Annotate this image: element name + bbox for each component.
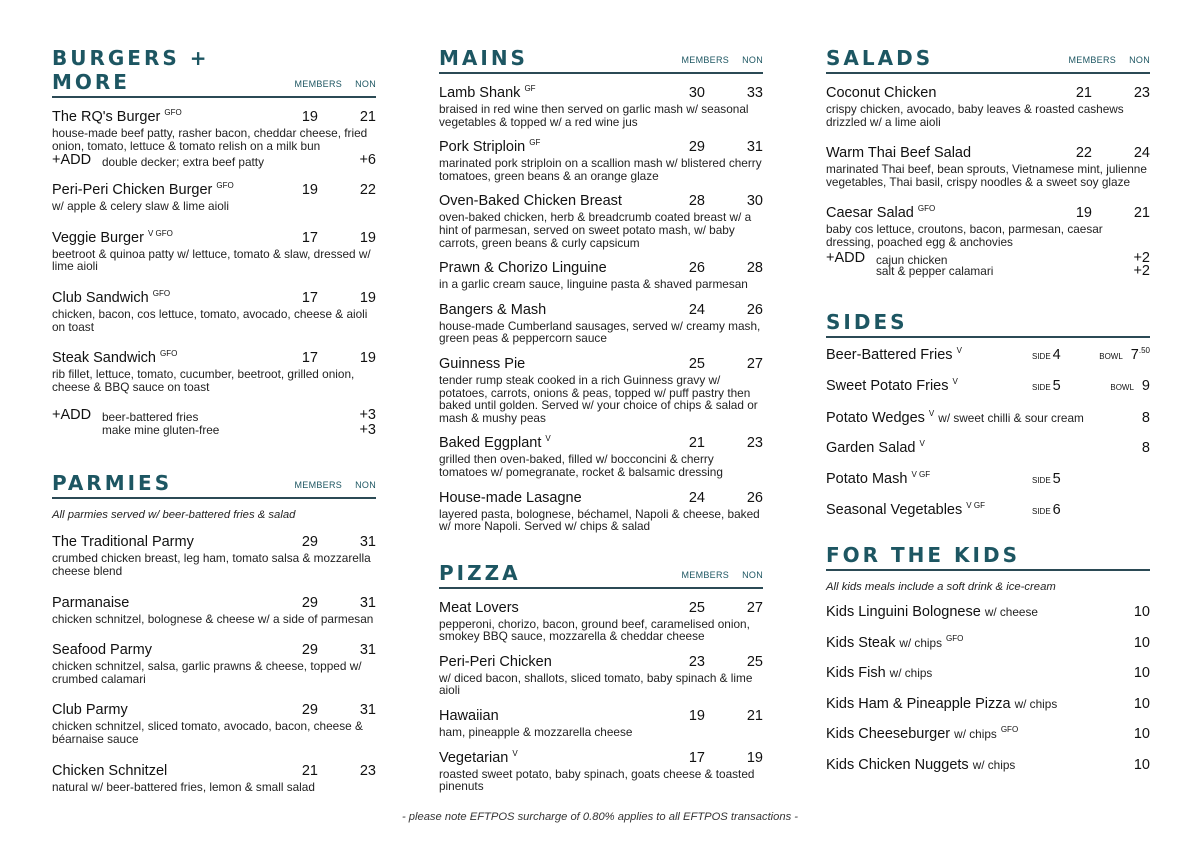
item-name: House-made Lasagne <box>439 489 582 506</box>
menu-item <box>52 290 376 333</box>
item-row <box>826 205 1150 222</box>
side-name: Seasonal Vegetables <box>826 502 963 519</box>
price-members: 19 <box>301 109 318 125</box>
kids-price: 10 <box>1133 695 1150 712</box>
price-non: 31 <box>359 702 376 719</box>
item-name: Prawn & Chorizo Linguine <box>439 260 607 277</box>
section-title: SALADS <box>826 46 934 70</box>
item-name-wrap <box>439 600 679 617</box>
side-name: Garden Salad <box>826 440 916 457</box>
price-members: 23 <box>688 653 705 670</box>
menu-item <box>439 708 763 739</box>
kids-note: w/ chips <box>889 666 933 681</box>
item-name-wrap <box>826 85 1066 102</box>
add-price: +3 <box>359 422 376 439</box>
mains-list <box>439 85 763 533</box>
burgers-header <box>52 46 376 98</box>
menu-item <box>439 356 763 424</box>
side-label: SIDE <box>1032 383 1051 393</box>
section-title: MAINS <box>439 46 528 70</box>
column-middle <box>439 46 763 793</box>
side-price <box>1032 347 1094 365</box>
menu-item <box>439 600 763 643</box>
menu-item <box>52 642 376 685</box>
price-non: 26 <box>746 489 763 506</box>
price-non: 21 <box>746 708 763 725</box>
price-members: 17 <box>301 350 318 367</box>
item-description: braised in red wine then served on garlic mash w/ seasonal vegetables & topped w/ a red wine jus <box>439 102 749 129</box>
menu-item <box>52 109 376 169</box>
menu-item <box>52 534 376 577</box>
menu-item <box>826 85 1150 128</box>
kids-price: 10 <box>1133 756 1150 773</box>
price-non: 19 <box>359 350 376 367</box>
diet-tag: GF <box>529 138 541 148</box>
item-name: Vegetarian <box>439 749 509 766</box>
price-members: 17 <box>688 749 705 766</box>
item-name: Parmanaise <box>52 594 130 611</box>
item-description: crumbed chicken breast, leg ham, tomato salsa & mozzarella cheese blend <box>52 551 371 578</box>
side-name-wrap <box>826 471 1032 488</box>
side-value: 5 <box>1052 470 1061 487</box>
kids-item <box>826 726 1150 743</box>
kids-note: w/ chips <box>972 757 1016 772</box>
price-non: 19 <box>359 289 376 306</box>
item-description: tender rump steak cooked in a rich Guinness gravy w/ potatoes, carrots, onions & peas, topped w/ puff pastry then baked until golden. Served w/ your choice of chips & salad or mash & mushy peas <box>439 372 758 425</box>
kids-note: w/ chips <box>899 635 942 650</box>
price-non: 21 <box>359 109 376 125</box>
price-non: 25 <box>746 653 763 670</box>
item-description: in a garlic cream sauce, linguine pasta & shaved parmesan <box>439 277 748 292</box>
item-name: The RQ's Burger <box>52 109 161 125</box>
kids-name: Kids Linguini Bolognese <box>826 604 981 621</box>
side-label: SIDE <box>1032 351 1051 361</box>
kids-note: w/ chips <box>954 727 997 742</box>
price-members: 26 <box>688 260 705 277</box>
kids-name: Kids Steak <box>826 634 896 651</box>
item-row <box>439 708 763 725</box>
side-value: 5 <box>1052 378 1061 395</box>
add-price: +3 <box>359 407 376 424</box>
diet-tag: V <box>919 439 925 449</box>
menu-item <box>439 750 763 793</box>
menu-item <box>439 193 763 249</box>
menu-item <box>52 763 376 794</box>
item-name: Lamb Shank <box>439 85 521 101</box>
menu-item <box>826 145 1150 188</box>
item-row <box>439 139 763 156</box>
side-name: Sweet Potato Fries <box>826 378 949 395</box>
item-name: Steak Sandwich <box>52 350 156 367</box>
price-members: 29 <box>688 139 705 156</box>
item-row <box>439 260 763 277</box>
item-description: crispy chicken, avocado, baby leaves & roasted cashews drizzled w/ a lime aioli <box>826 102 1124 129</box>
side-item <box>826 440 1150 457</box>
side-price <box>1032 378 1094 396</box>
kids-name-wrap <box>826 726 1110 743</box>
section-title: BURGERS + MORE <box>52 46 210 94</box>
parmies-note: All parmies served w/ beer-battered fries & salad <box>52 509 296 522</box>
add-text: cajun chicken <box>876 252 948 267</box>
kids-note: w/ cheese <box>984 605 1038 620</box>
footer-note: - please note EFTPOS surcharge of 0.80% applies to all EFTPOS transactions - <box>401 811 799 823</box>
item-description: grilled then oven-baked, filled w/ bocconcini & cherry tomatoes w/ pomegranate, rocket & balsamic dressing <box>439 452 723 479</box>
members-label: MEMBERS <box>681 55 730 65</box>
sides-header <box>826 310 1150 338</box>
diet-tag: GFO <box>164 108 182 117</box>
diet-tag: GFO <box>216 181 234 191</box>
add-label: +ADD <box>52 152 92 169</box>
members-label: MEMBERS <box>294 480 343 491</box>
item-row <box>439 435 763 452</box>
parmies-header <box>52 471 376 499</box>
price-members: 24 <box>688 489 705 506</box>
price-non: 33 <box>746 85 763 101</box>
price-non: 23 <box>746 435 763 452</box>
kids-name-wrap <box>826 635 1110 652</box>
item-description: beetroot & quinoa patty w/ lettuce, tomato & slaw, dressed w/ lime aioli <box>52 246 371 274</box>
item-name-wrap <box>439 490 679 507</box>
add-on-group <box>52 409 376 437</box>
item-row <box>439 600 763 617</box>
side-name-wrap <box>826 440 1110 457</box>
price-members: 21 <box>301 762 318 779</box>
side-value: 4 <box>1052 346 1061 363</box>
item-description: layered pasta, bolognese, béchamel, Napoli & cheese, baked w/ more Napoli. Served w/ chips & salad <box>439 506 760 534</box>
price-members: 24 <box>688 301 705 318</box>
price-members: 19 <box>688 708 705 725</box>
item-description: marinated pork striploin on a scallion mash w/ blistered cherry tomatoes, green beans & an orange glaze <box>439 156 762 183</box>
item-description: chicken, bacon, cos lettuce, tomato, avocado, cheese & aioli on toast <box>52 306 368 334</box>
item-row <box>439 193 763 210</box>
bowl-label: BOWL <box>1110 383 1134 393</box>
side-name: Potato Wedges <box>826 409 925 426</box>
price-members: 29 <box>301 642 318 659</box>
price-members: 25 <box>688 599 705 616</box>
item-name: Baked Eggplant <box>439 435 542 452</box>
item-description: oven-baked chicken, herb & breadcrumb coated breast w/ a hint of parmesan, served on sweet potato mash, w/ baby carrots, green beans & curly capsicum <box>439 210 752 250</box>
side-item <box>826 378 1150 396</box>
item-name: Coconut Chicken <box>826 85 937 101</box>
item-name: Warm Thai Beef Salad <box>826 145 972 162</box>
item-name: Caesar Salad <box>826 205 914 222</box>
price-members: 29 <box>301 594 318 611</box>
price-members: 30 <box>688 85 705 101</box>
item-description: house-made Cumberland sausages, served w/ creamy mash, green peas & peppercorn sauce <box>439 318 761 346</box>
price-non: 26 <box>746 301 763 318</box>
menu-item <box>439 435 763 478</box>
item-row <box>826 85 1150 102</box>
bowl-label: BOWL <box>1099 351 1123 361</box>
non-label: NON <box>355 79 376 89</box>
diet-tag: V GF <box>966 501 985 511</box>
item-name-wrap <box>439 139 679 156</box>
section-title: PARMIES <box>52 471 173 496</box>
side-name: Beer-Battered Fries <box>826 346 953 363</box>
kids-item <box>826 604 1150 621</box>
item-name-wrap <box>439 193 679 210</box>
price-non: 22 <box>359 182 376 199</box>
price-non: 24 <box>1133 145 1150 162</box>
side-label: SIDE <box>1032 507 1051 517</box>
pizza-list <box>439 600 763 793</box>
price-members: 17 <box>301 229 318 246</box>
side-item <box>826 410 1150 427</box>
add-label: +ADD <box>826 249 866 266</box>
item-row <box>439 302 763 319</box>
item-name: Hawaiian <box>439 708 499 725</box>
item-row <box>439 490 763 507</box>
salads-list <box>826 85 1150 249</box>
item-name: Club Sandwich <box>52 289 149 306</box>
price-members: 17 <box>301 289 318 306</box>
kids-note: w/ chips <box>1014 696 1058 711</box>
diet-tag: V GF <box>911 469 931 479</box>
bowl-price <box>1094 347 1150 365</box>
side-note: w/ sweet chilli & sour cream <box>938 410 1084 425</box>
diet-tag: V <box>956 345 962 355</box>
item-name: Oven-Baked Chicken Breast <box>439 193 622 210</box>
side-price-single: 8 <box>1141 409 1150 426</box>
members-label: MEMBERS <box>1068 55 1117 65</box>
diet-tag: GFO <box>1000 725 1019 735</box>
menu-item <box>439 85 763 128</box>
add-price: +2 <box>1133 262 1150 279</box>
item-name: Club Parmy <box>52 702 128 719</box>
item-name: Meat Lovers <box>439 599 519 616</box>
menu-item <box>439 260 763 291</box>
diet-tag: V <box>952 377 958 387</box>
kids-header <box>826 543 1150 571</box>
column-left <box>52 46 376 793</box>
diet-tag: GF <box>524 84 536 93</box>
price-non: 27 <box>746 355 763 372</box>
item-description: natural w/ beer-battered fries, lemon & small salad <box>52 779 315 794</box>
kids-name-wrap <box>826 665 1110 682</box>
item-name: Guinness Pie <box>439 355 526 372</box>
price-members: 19 <box>301 182 318 199</box>
non-label: NON <box>355 480 376 491</box>
kids-price: 10 <box>1133 726 1150 743</box>
side-label: SIDE <box>1032 475 1051 485</box>
diet-tag: GFO <box>152 288 171 298</box>
item-description: chicken schnitzel, sliced tomato, avocado, bacon, cheese & béarnaise sauce <box>52 719 363 746</box>
item-row <box>439 750 763 767</box>
item-name: Chicken Schnitzel <box>52 762 168 779</box>
price-non: 30 <box>746 193 763 210</box>
item-description: pepperoni, chorizo, bacon, ground beef, caramelised onion, smokey BBQ sauce, mozzarella & cheddar cheese <box>439 616 750 644</box>
menu-item <box>439 490 763 533</box>
item-description: roasted sweet potato, baby spinach, goats cheese & toasted pinenuts <box>439 766 755 794</box>
item-name: The Traditional Parmy <box>52 534 194 551</box>
price-members: 29 <box>301 702 318 719</box>
kids-price: 10 <box>1133 634 1150 651</box>
section-title: PIZZA <box>439 560 521 585</box>
item-description: w/ diced bacon, shallots, sliced tomato, baby spinach & lime aioli <box>439 670 753 698</box>
kids-name: Kids Cheeseburger <box>826 726 951 743</box>
diet-tag: V <box>545 434 551 444</box>
item-name-wrap <box>439 302 679 319</box>
price-non: 31 <box>359 642 376 659</box>
diet-tag: V <box>928 408 935 418</box>
side-name-wrap <box>826 410 1110 427</box>
add-text: salt & pepper calamari <box>876 263 994 278</box>
price-members: 29 <box>301 534 318 551</box>
menu-item <box>52 595 376 626</box>
menu-item <box>52 702 376 745</box>
item-row <box>439 85 763 102</box>
kids-list <box>826 604 1150 774</box>
diet-tag: GFO <box>917 204 936 214</box>
item-name: Seafood Parmy <box>52 642 152 659</box>
price-non: 31 <box>746 139 763 156</box>
menu-item <box>826 205 1150 248</box>
side-name-wrap <box>826 378 1032 395</box>
item-row <box>826 145 1150 162</box>
price-non: 19 <box>359 229 376 246</box>
item-name-wrap <box>826 205 1066 222</box>
diet-tag: GFO <box>160 349 178 359</box>
kids-item <box>826 757 1150 774</box>
price-non: 31 <box>359 534 376 551</box>
menu-item <box>439 654 763 697</box>
price-members: 22 <box>1075 145 1092 162</box>
kids-name-wrap <box>826 696 1110 713</box>
side-price-single: 8 <box>1141 440 1150 457</box>
side-value: 6 <box>1052 502 1061 519</box>
price-non: 23 <box>359 762 376 779</box>
menu-item <box>439 302 763 345</box>
price-members: 19 <box>1075 205 1092 222</box>
item-name-wrap <box>439 654 679 671</box>
price-members: 25 <box>688 355 705 372</box>
price-members: 21 <box>1075 85 1092 101</box>
item-name-wrap <box>439 708 679 725</box>
kids-name: Kids Fish <box>826 665 886 682</box>
side-item <box>826 347 1150 365</box>
kids-price: 10 <box>1133 665 1150 682</box>
pizza-header <box>439 561 763 589</box>
add-price: +2 <box>1133 249 1150 266</box>
price-non: 21 <box>1133 205 1150 222</box>
side-name-wrap <box>826 502 1032 519</box>
mains-header <box>439 46 763 74</box>
kids-note: All kids meals include a soft drink & ice-cream <box>826 581 1056 594</box>
kids-item <box>826 635 1150 652</box>
item-name-wrap <box>439 85 679 102</box>
kids-price: 10 <box>1133 604 1150 621</box>
price-non: 27 <box>746 599 763 616</box>
column-right <box>826 46 1150 774</box>
kids-item <box>826 665 1150 682</box>
item-description: w/ apple & celery slaw & lime aioli <box>52 199 230 214</box>
price-non: 31 <box>359 594 376 611</box>
item-row <box>439 654 763 671</box>
item-name: Peri-Peri Chicken Burger <box>52 182 213 199</box>
kids-name: Kids Chicken Nuggets <box>826 756 969 773</box>
price-members: 28 <box>688 193 705 210</box>
bowl-cents: .50 <box>1138 345 1150 355</box>
bowl-price <box>1094 378 1150 396</box>
item-description: ham, pineapple & mozzarella cheese <box>439 725 633 740</box>
salads-add-on <box>826 249 1150 279</box>
bowl-value: 9 <box>1141 378 1150 395</box>
kids-name: Kids Ham & Pineapple Pizza <box>826 695 1011 712</box>
add-text: beer-battered fries <box>102 410 199 425</box>
menu-item <box>52 182 376 213</box>
item-description: rib fillet, lettuce, tomato, cucumber, beetroot, grilled onion, cheese & BBQ sauce on toast <box>52 367 355 394</box>
menu-item <box>52 230 376 273</box>
item-name: Bangers & Mash <box>439 301 547 318</box>
add-price: +6 <box>359 152 376 169</box>
non-label: NON <box>742 55 763 65</box>
menu-item <box>52 350 376 393</box>
members-label: MEMBERS <box>294 79 343 89</box>
add-on <box>52 154 376 169</box>
item-description: chicken schnitzel, bolognese & cheese w/ a side of parmesan <box>52 611 374 626</box>
diet-tag: V <box>512 748 518 758</box>
item-name-wrap <box>439 260 679 277</box>
side-price <box>1032 471 1094 489</box>
menu-item <box>439 139 763 182</box>
add-label: +ADD <box>52 407 92 424</box>
side-item <box>826 502 1150 520</box>
item-name: Pork Striploin <box>439 139 526 156</box>
item-name-wrap <box>439 750 679 767</box>
members-label: MEMBERS <box>681 569 730 580</box>
price-non: 19 <box>746 749 763 766</box>
diet-tag: GFO <box>946 633 964 643</box>
section-title: FOR THE KIDS <box>826 543 1020 568</box>
item-description: chicken schnitzel, salsa, garlic prawns & cheese, topped w/ crumbed calamari <box>52 659 362 686</box>
price-non: 23 <box>1133 85 1150 101</box>
non-label: NON <box>742 569 763 580</box>
item-name-wrap <box>826 145 1066 162</box>
non-label: NON <box>1129 55 1150 65</box>
side-item <box>826 471 1150 489</box>
item-row <box>439 356 763 373</box>
item-name: Peri-Peri Chicken <box>439 653 552 670</box>
add-text: make mine gluten-free <box>102 423 220 438</box>
section-title: SIDES <box>826 309 908 334</box>
item-description: baby cos lettuce, croutons, bacon, parmesan, caesar dressing, poached egg & anchovies <box>826 222 1103 249</box>
kids-name-wrap <box>826 604 1110 621</box>
item-name-wrap <box>439 356 679 373</box>
side-price <box>1032 502 1094 520</box>
kids-item <box>826 696 1150 713</box>
item-description: house-made beef patty, rasher bacon, cheddar cheese, fried onion, tomato, lettuce & tomato relish on a milk bun <box>52 126 368 153</box>
diet-tag: V GFO <box>147 228 173 238</box>
item-name: Veggie Burger <box>52 229 144 246</box>
side-name: Potato Mash <box>826 470 908 487</box>
item-description: marinated Thai beef, bean sprouts, Vietnamese mint, julienne vegetables, Thai basil, crispy noodles & a sweet soy glaze <box>826 162 1147 189</box>
kids-name-wrap <box>826 757 1110 774</box>
sides-list <box>826 347 1150 521</box>
side-name-wrap <box>826 347 1032 364</box>
price-non: 28 <box>746 260 763 277</box>
bowl-value: 7 <box>1130 346 1139 363</box>
price-members: 21 <box>688 435 705 452</box>
salads-header <box>826 46 1150 74</box>
add-text: double decker; extra beef patty <box>102 155 264 170</box>
item-name-wrap <box>439 435 679 452</box>
